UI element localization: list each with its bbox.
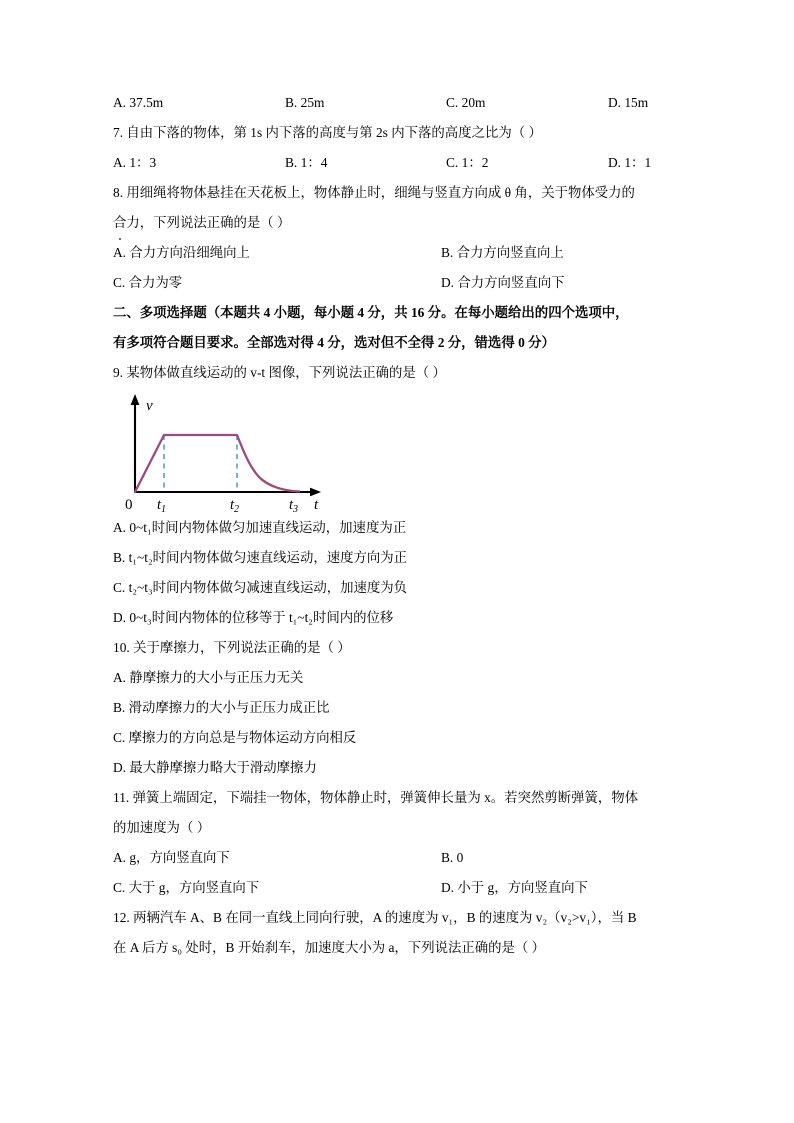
y-axis-arrow (131, 394, 140, 405)
q6-option-b[interactable]: B. 25m (285, 95, 325, 110)
y-axis-label: v (146, 398, 153, 414)
q8-option-d[interactable]: D. 合力方向竖直向下 (441, 275, 565, 290)
page-content (113, 88, 683, 963)
x-axis-label: t (314, 497, 319, 513)
q11-options-row1 (113, 843, 683, 873)
q8-option-a[interactable]: A. 合力方向沿细绳向上 (113, 245, 250, 260)
q6-options-row (113, 88, 683, 118)
q11-option-b[interactable]: B. 0 (441, 850, 464, 865)
q7-option-a[interactable]: A. 1：3 (113, 155, 157, 170)
q6-option-a[interactable]: A. 37.5m (113, 95, 164, 110)
section2-header-line2: 有多项符合题目要求。全部选对得 4 分，选对但不全得 2 分，错选得 0 分） (113, 335, 555, 350)
q8-options-row2 (113, 268, 683, 298)
q9-option-b[interactable]: B. t₁~t₂时间内物体做匀速直线运动，速度方向为正 (113, 550, 408, 565)
xtick-label-t2: $t_2$ (230, 497, 240, 513)
q8-option-b[interactable]: B. 合力方向竖直向上 (441, 245, 564, 260)
q8-option-c[interactable]: C. 合力为零 (113, 275, 183, 290)
xtick-label-t3: $t_3$ (289, 497, 299, 513)
q11-option-d[interactable]: D. 小于 g，方向竖直向下 (441, 880, 588, 895)
q8-stem-line1: 8. 用细绳将物体悬挂在天花板上，物体静止时，细绳与竖直方向成 θ 角，关于物体受力的 (113, 185, 635, 200)
origin-label: 0 (125, 497, 133, 513)
q6-option-d[interactable]: D. 15m (608, 95, 649, 110)
q11-stem-line1: 11. 弹簧上端固定，下端挂一物体，物体静止时，弹簧伸长量为 x。若突然剪断弹簧，物体 (113, 790, 639, 805)
q10-option-d[interactable]: D. 最大静摩擦力略大于滑动摩擦力 (113, 760, 317, 775)
q7-option-c[interactable]: C. 1：2 (446, 155, 489, 170)
q11-stem-line2: 的加速度为（ ） (113, 820, 211, 835)
q10-option-b[interactable]: B. 滑动摩擦力的大小与正压力成正比 (113, 700, 330, 715)
q10-option-c[interactable]: C. 摩擦力的方向总是与物体运动方向相反 (113, 730, 357, 745)
q11-options-row2 (113, 873, 683, 903)
q10-stem: 10. 关于摩擦力，下列说法正确的是（ ） (113, 640, 351, 655)
q9-option-c[interactable]: C. t₂~t₃时间内物体做匀减速直线运动，加速度为负 (113, 580, 408, 595)
q11-option-c[interactable]: C. 大于 g，方向竖直向下 (113, 880, 260, 895)
q7-option-d[interactable]: D. 1：1 (608, 155, 652, 170)
q12-stem-line2: 在 A 后方 s₀ 处时，B 开始刹车，加速度大小为 a，下列说法正确的是（ ） (113, 940, 546, 955)
section2-header-line1: 二、多项选择题（本题共 4 小题，每小题 4 分，共 16 分。在每小题给出的四个选项中， (113, 305, 629, 320)
q7-stem: 7. 自由下落的物体，第 1s 内下落的高度与第 2s 内下落的高度之比为（ ） (113, 125, 542, 140)
velocity-time-graph (117, 388, 347, 513)
q9-option-d[interactable]: D. 0~t₃时间内物体的位移等于 t₁~t₂时间内的位移 (113, 610, 394, 625)
q11-option-a[interactable]: A. g，方向竖直向下 (113, 850, 230, 865)
velocity-curve (135, 435, 299, 492)
scan-artifact-dot (119, 238, 121, 240)
q8-stem-line2: 合力，下列说法正确的是（ ） (113, 215, 291, 230)
q6-option-c[interactable]: C. 20m (446, 95, 486, 110)
q7-option-b[interactable]: B. 1：4 (285, 155, 328, 170)
q9-stem: 9. 某物体做直线运动的 v-t 图像，下列说法正确的是（ ） (113, 365, 446, 380)
q9-option-a[interactable]: A. 0~t₁时间内物体做匀加速直线运动，加速度为正 (113, 520, 407, 535)
q10-option-a[interactable]: A. 静摩擦力的大小与正压力无关 (113, 670, 304, 685)
q12-stem-line1: 12. 两辆汽车 A、B 在同一直线上同向行驶，A 的速度为 v₁，B 的速度为 v₂（v₂>v₁），当 B (113, 910, 637, 925)
x-axis-arrow (310, 488, 321, 497)
q8-options-row1 (113, 238, 683, 268)
q7-options-row (113, 148, 683, 178)
xtick-label-t1: $t_1$ (157, 497, 167, 513)
